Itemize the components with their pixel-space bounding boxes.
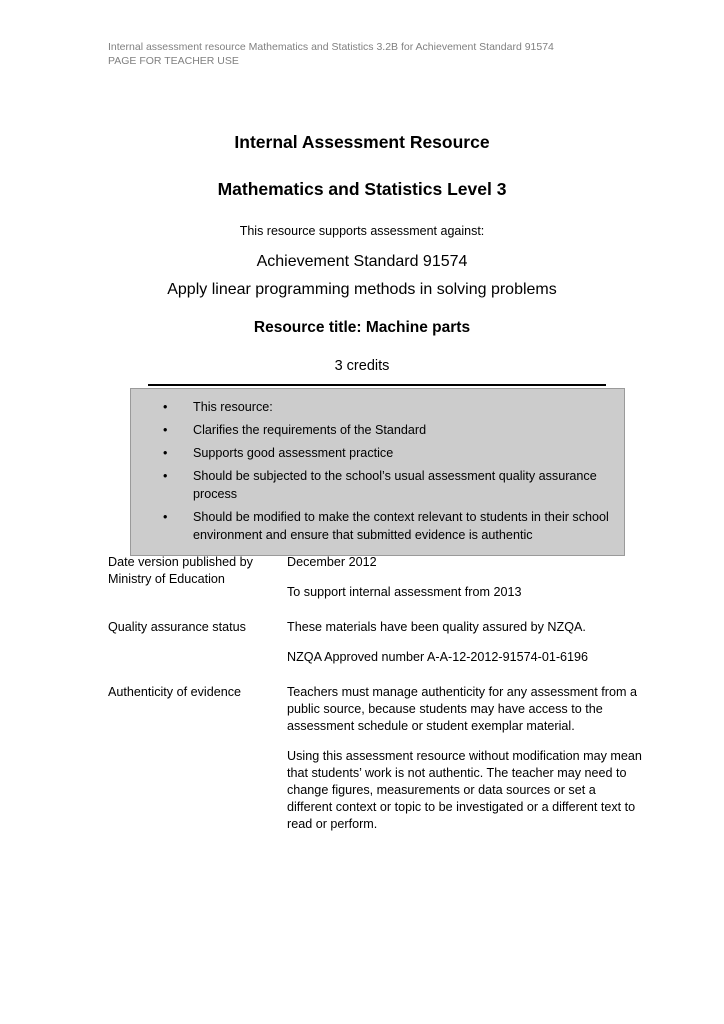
metadata-paragraph: These materials have been quality assured by NZQA. xyxy=(287,620,586,634)
bullet-icon: • xyxy=(163,510,168,524)
metadata-paragraph: December 2012 xyxy=(287,555,377,569)
table-row xyxy=(108,554,643,601)
list-item-label: This resource: xyxy=(193,400,273,414)
list-item-label: Clarifies the requirements of the Standard xyxy=(193,423,427,437)
metadata-value xyxy=(287,554,643,601)
metadata-paragraph: To support internal assessment from 2013 xyxy=(287,585,522,599)
resource-title: Resource title: Machine parts xyxy=(253,319,471,336)
resource-summary-list xyxy=(141,398,614,544)
metadata-paragraph: Using this assessment resource without modification may mean that students’ work is not authentic. The teacher may need to change figures, measurements or data sources or set a different context or topic to be investigated or a different text to read or perform. xyxy=(287,749,642,831)
bullet-icon: • xyxy=(163,400,168,414)
achievement-standard: Achievement Standard 91574 xyxy=(256,253,468,270)
table-row xyxy=(108,684,643,833)
metadata-paragraph: Teachers must manage authenticity for any assessment from a public source, because students may have access to the assessment schedule or student exemplar material. xyxy=(287,685,637,733)
running-header-line-2: PAGE FOR TEACHER USE xyxy=(108,55,239,67)
list-item xyxy=(141,398,614,416)
bullet-icon: • xyxy=(163,423,168,437)
metadata-label: Date version published by Ministry of Education xyxy=(108,555,253,586)
title-block xyxy=(108,131,616,376)
metadata-label: Quality assurance status xyxy=(108,620,246,634)
bullet-icon: • xyxy=(163,469,168,483)
list-item xyxy=(141,508,614,544)
standard-description: Apply linear programming methods in solving problems xyxy=(167,281,557,298)
credits-value: 3 credits xyxy=(334,358,390,374)
horizontal-divider xyxy=(148,384,606,386)
list-item-label: Supports good assessment practice xyxy=(193,446,394,460)
table-row xyxy=(108,619,643,666)
metadata-value xyxy=(287,619,643,666)
running-header xyxy=(108,40,648,68)
bullet-icon: • xyxy=(163,446,168,460)
metadata-table xyxy=(108,554,643,833)
supports-assessment-line: This resource supports assessment against: xyxy=(239,224,485,238)
resource-summary-box xyxy=(130,388,625,556)
metadata-paragraph: NZQA Approved number A-A-12-2012-91574-01-6196 xyxy=(287,650,589,664)
list-item-label: Should be modified to make the context relevant to students in their school environment and ensure that submitted evidence is authentic xyxy=(193,510,609,542)
running-header-line-1: Internal assessment resource Mathematics and Statistics 3.2B for Achievement Standard 91574 xyxy=(108,41,554,53)
page-title: Internal Assessment Resource xyxy=(234,132,490,152)
list-item-label: Should be subjected to the school’s usual assessment quality assurance process xyxy=(193,469,597,501)
list-item xyxy=(141,421,614,439)
list-item xyxy=(141,444,614,462)
subject-title: Mathematics and Statistics Level 3 xyxy=(217,179,507,199)
metadata-value xyxy=(287,684,643,833)
list-item xyxy=(141,467,614,503)
metadata-label: Authenticity of evidence xyxy=(108,685,242,699)
